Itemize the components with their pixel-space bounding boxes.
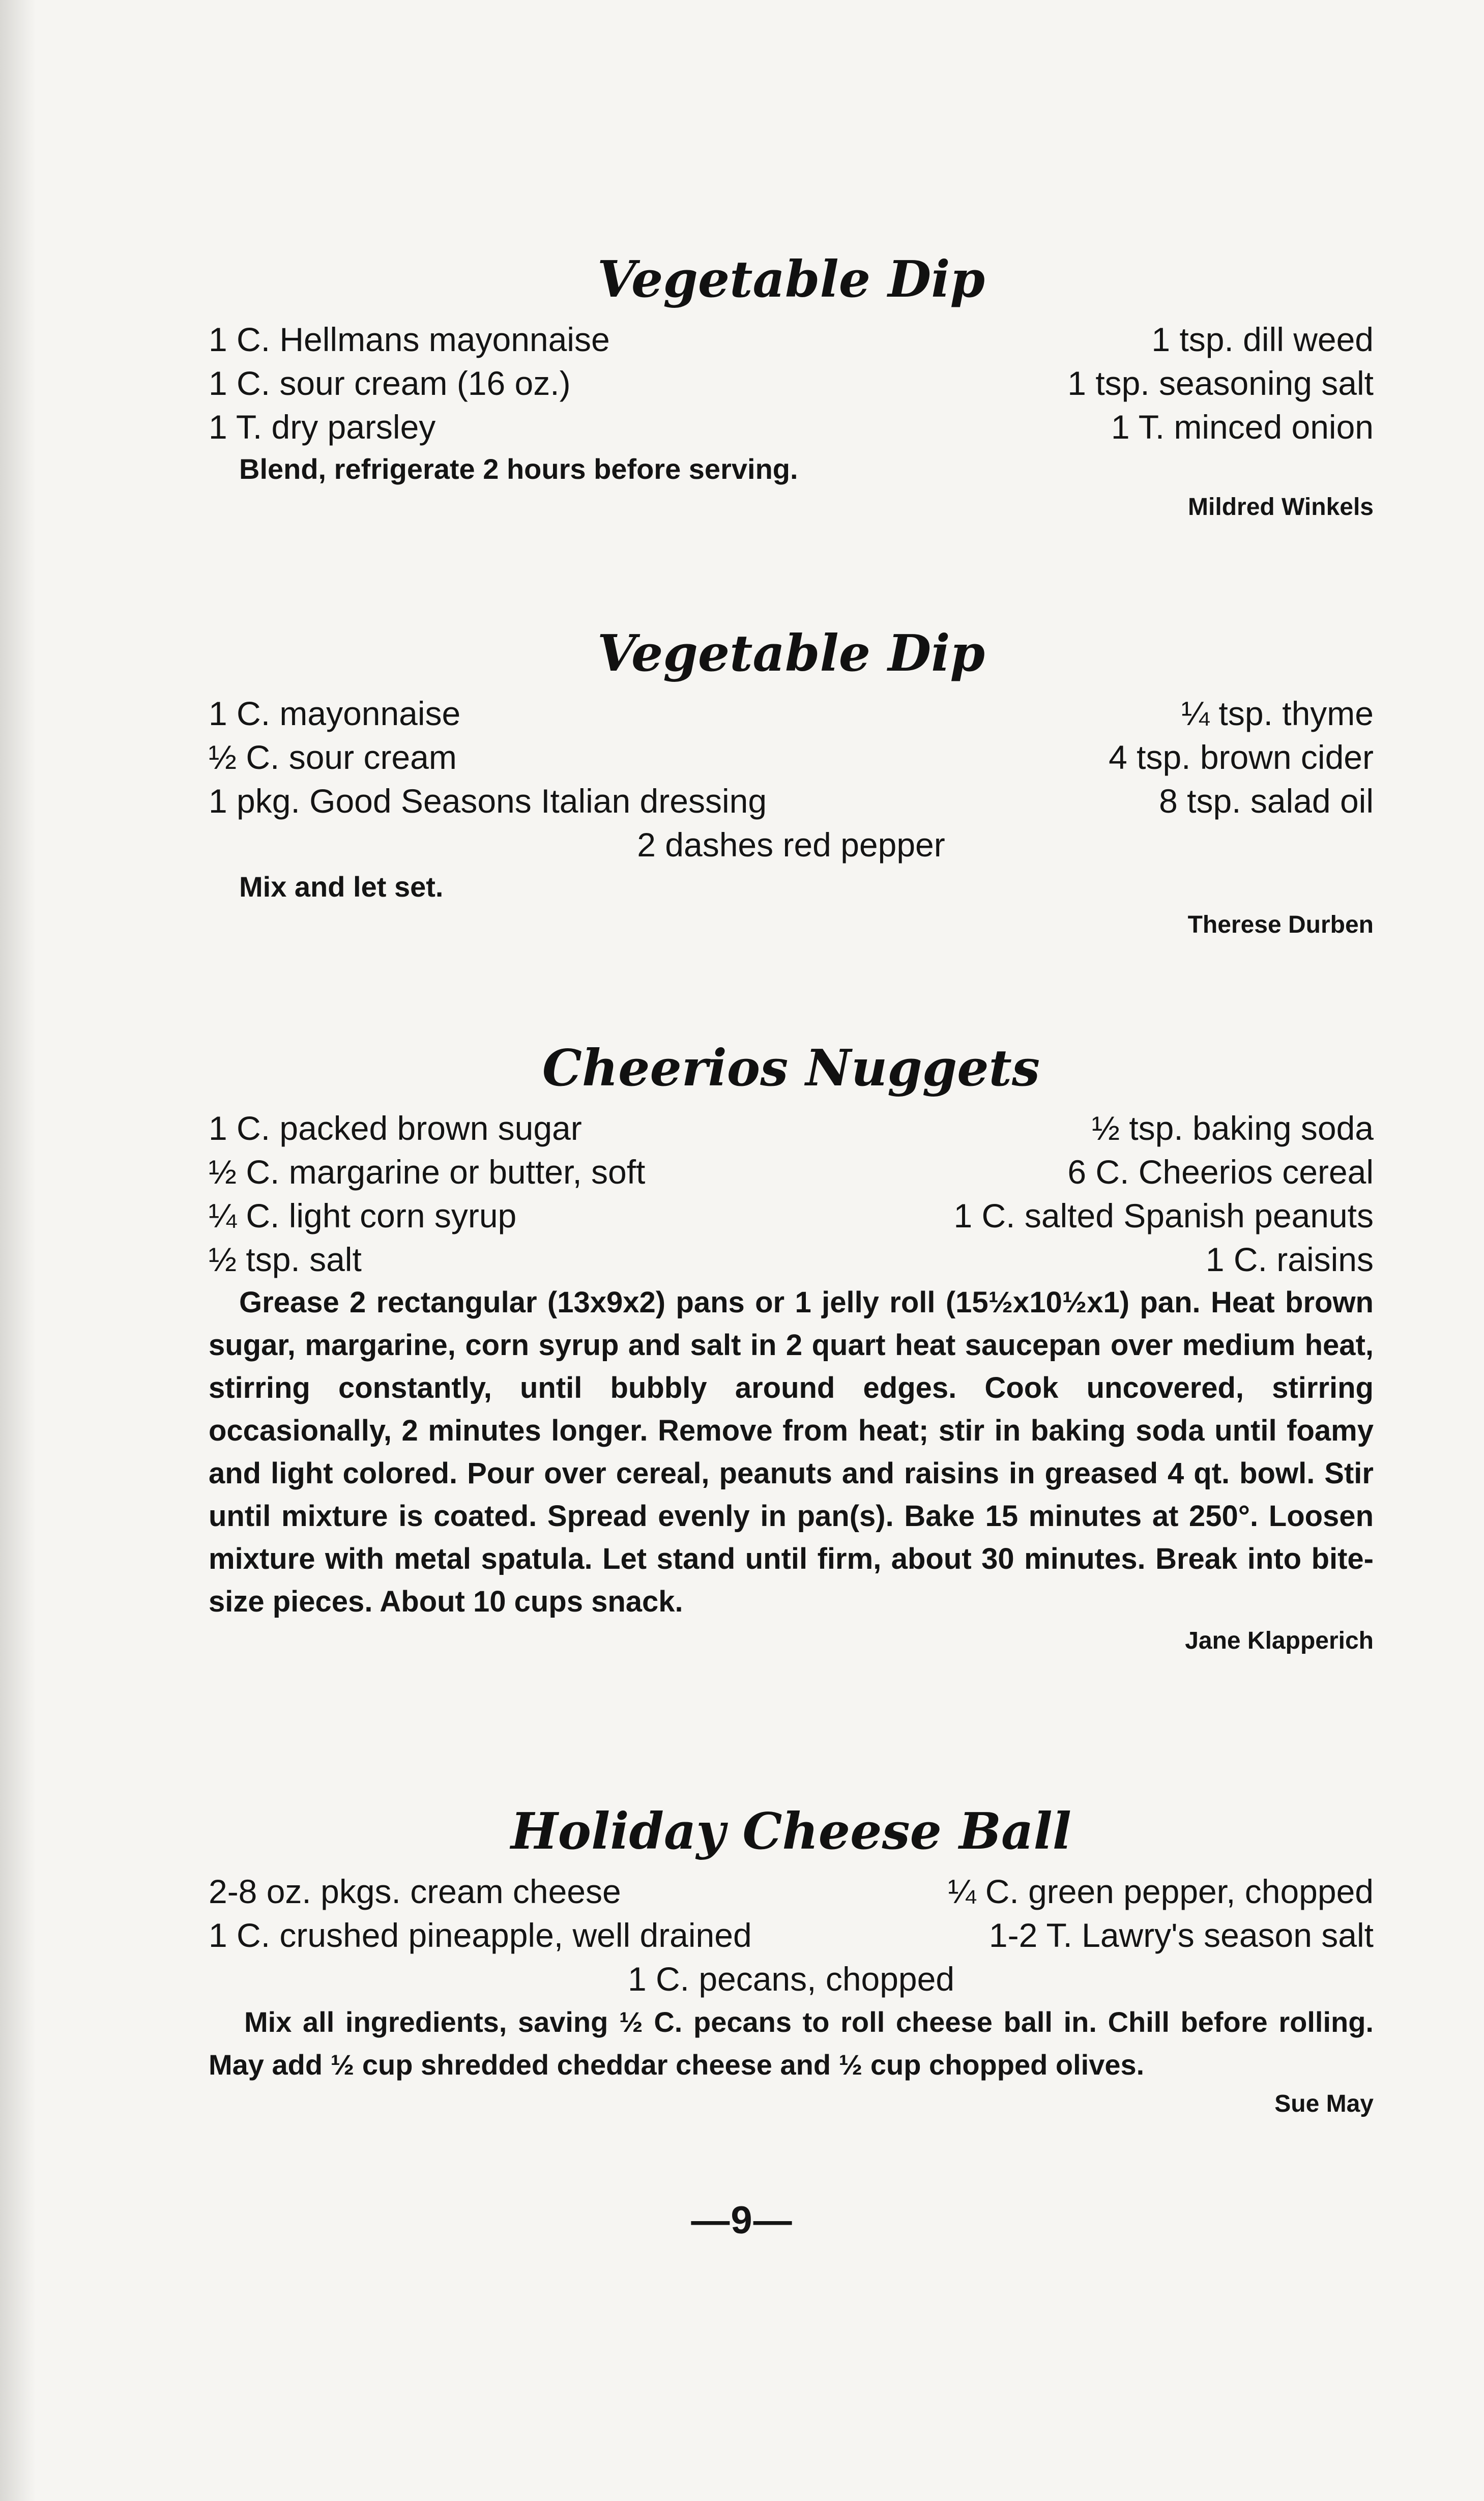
page-spine-shadow: [0, 0, 36, 2501]
recipe-directions: Blend, refrigerate 2 hours before serving.: [239, 453, 798, 485]
ingredient-left: ½ C. margarine or butter, soft: [209, 1153, 646, 1191]
recipe-author: Mildred Winkels: [1188, 494, 1374, 521]
ingredient-left: ½ tsp. salt: [209, 1241, 362, 1278]
ingredient-right: ½ tsp. baking soda: [1091, 1109, 1374, 1147]
page-number: —9—: [691, 2199, 793, 2242]
recipe-cheerios-nuggets: [209, 1038, 1374, 1659]
ingredient-row: [209, 735, 1374, 779]
ingredient-right: 1-2 T. Lawry's season salt: [988, 1916, 1374, 1954]
ingredient-left: ½ C. sour cream: [209, 738, 457, 776]
ingredient-left: 1 C. packed brown sugar: [209, 1109, 582, 1147]
ingredient-right: 1 tsp. seasoning salt: [1067, 364, 1374, 402]
recipe-title: Vegetable Dip: [597, 624, 985, 683]
ingredient-right: 8 tsp. salad oil: [1159, 782, 1374, 820]
ingredient-centered: 1 C. pecans, chopped: [627, 1960, 955, 1998]
recipe-author: Therese Durben: [1187, 911, 1374, 938]
ingredient-row: [209, 1913, 1374, 1957]
ingredient-row: [209, 1870, 1374, 1913]
recipe-vegetable-dip-2: [209, 623, 1374, 943]
recipe-directions: Grease 2 rectangular (13x9x2) pans or 1 jelly roll (15½x10½x1) pan. Heat brown sugar, margarine, corn syrup and salt in 2 quart heat saucepan over medium heat, stirring constantly, until bubbly around edges. Cook uncovered, stirring occasionally, 2 minutes longer. Remove from heat; stir in baking soda until foamy and light colored. Pour over cereal, peanuts and raisins in greased 4 qt. bowl. Stir until mixture is coated. Spread evenly in pan(s). Bake 15 minutes at 250°. Loosen mixture with metal spatula. Let stand until firm, about 30 minutes. Break into bite-size pieces. About 10 cups snack.: [209, 1286, 1374, 1618]
ingredient-left: 1 C. Hellmans mayonnaise: [209, 321, 610, 358]
ingredient-row: [209, 692, 1374, 735]
ingredient-row: [209, 318, 1374, 361]
recipe-directions: Mix all ingredients, saving ½ C. pecans to roll cheese ball in. Chill before rolling. May add ½ cup shredded cheddar cheese and ½ cup chopped olives.: [209, 2006, 1374, 2081]
ingredient-left: 2-8 oz. pkgs. cream cheese: [209, 1873, 621, 1910]
ingredient-left: ¼ C. light corn syrup: [209, 1197, 517, 1234]
recipe-author: Sue May: [1274, 2090, 1374, 2117]
ingredient-right: 1 C. salted Spanish peanuts: [953, 1197, 1374, 1234]
recipe-title: Cheerios Nuggets: [542, 1039, 1040, 1098]
recipe-title: Vegetable Dip: [597, 250, 985, 309]
ingredient-centered: 2 dashes red pepper: [637, 826, 945, 864]
ingredient-right: 4 tsp. brown cider: [1109, 738, 1374, 776]
recipe-directions: Mix and let set.: [239, 871, 444, 903]
ingredient-row: [209, 1194, 1374, 1238]
recipe-vegetable-dip-1: [209, 249, 1374, 525]
ingredient-right: 1 C. raisins: [1205, 1241, 1374, 1278]
ingredient-right: 1 tsp. dill weed: [1151, 321, 1374, 358]
ingredient-right: 6 C. Cheerios cereal: [1067, 1153, 1374, 1191]
ingredient-row: [209, 1238, 1374, 1281]
ingredient-row: [209, 779, 1374, 823]
recipe-title: Holiday Cheese Ball: [511, 1802, 1071, 1861]
ingredient-left: 1 C. sour cream (16 oz.): [209, 364, 571, 402]
ingredient-left: 1 pkg. Good Seasons Italian dressing: [209, 782, 767, 820]
ingredient-right: 1 T. minced onion: [1111, 408, 1374, 446]
ingredient-left: 1 T. dry parsley: [209, 408, 436, 446]
ingredient-right: ¼ tsp. thyme: [1181, 695, 1374, 732]
ingredient-row: [209, 1150, 1374, 1194]
ingredient-left: 1 C. mayonnaise: [209, 695, 461, 732]
ingredient-right: ¼ C. green pepper, chopped: [948, 1873, 1374, 1910]
ingredient-left: 1 C. crushed pineapple, well drained: [209, 1916, 752, 1954]
ingredient-row: [209, 361, 1374, 405]
ingredient-row: [209, 1106, 1374, 1150]
recipe-holiday-cheese-ball: [209, 1801, 1374, 2122]
recipe-author: Jane Klapperich: [1185, 1627, 1374, 1654]
ingredient-row: [209, 405, 1374, 449]
